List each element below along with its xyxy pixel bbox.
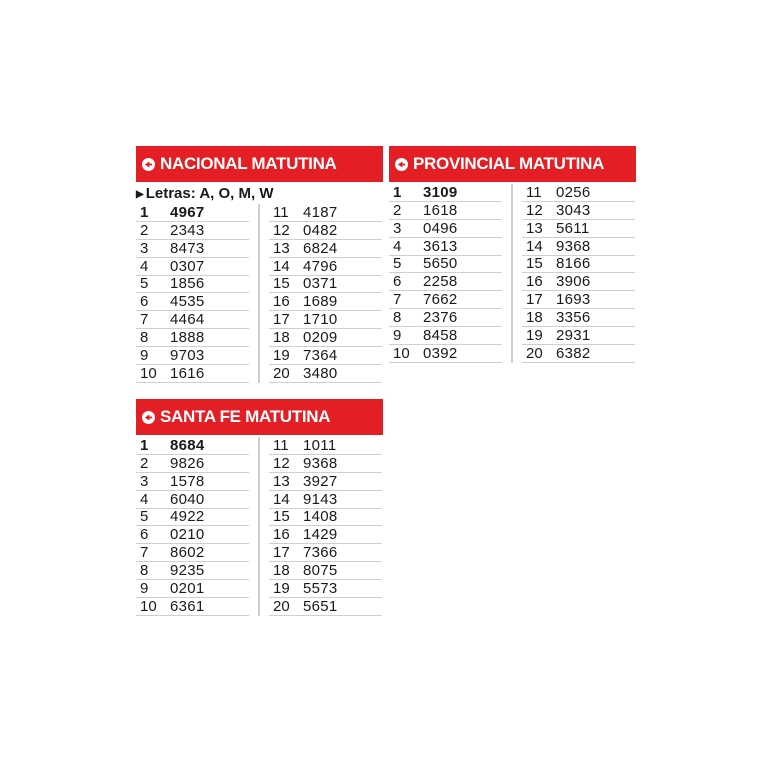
result-position: 20 <box>526 344 543 362</box>
circle-arrow-left-icon <box>142 158 155 171</box>
circle-arrow-left-icon <box>142 411 155 424</box>
result-row <box>269 258 382 276</box>
result-position: 17 <box>273 544 290 562</box>
santafe-panel <box>136 399 383 616</box>
result-position: 7 <box>140 544 149 562</box>
santafe-results <box>136 437 383 616</box>
result-position: 6 <box>140 526 149 544</box>
result-position: 14 <box>273 490 290 508</box>
result-position: 15 <box>273 508 290 526</box>
result-number: 7364 <box>303 347 338 365</box>
result-position: 15 <box>526 255 543 273</box>
result-row <box>522 256 635 274</box>
letters-text: Letras: A, O, M, W <box>145 185 274 202</box>
provincial-panel <box>389 146 636 363</box>
result-position: 14 <box>526 237 543 255</box>
result-number: 6040 <box>170 490 205 508</box>
result-number: 3480 <box>303 364 338 382</box>
result-row <box>136 222 249 240</box>
result-row <box>136 544 249 562</box>
result-number: 1011 <box>303 436 337 454</box>
result-row <box>269 222 382 240</box>
nacional-title: NACIONAL MATUTINA <box>160 154 337 173</box>
result-position: 11 <box>526 183 542 201</box>
result-position: 4 <box>140 490 149 508</box>
result-row <box>136 437 249 455</box>
nacional-right-column <box>269 204 382 383</box>
result-number: 0210 <box>170 526 205 544</box>
result-number: 7366 <box>303 544 338 562</box>
result-number: 9703 <box>170 347 205 365</box>
result-number: 9235 <box>170 562 205 580</box>
result-row <box>269 526 382 544</box>
result-row <box>389 256 502 274</box>
result-position: 9 <box>140 347 149 365</box>
result-number: 5573 <box>303 580 338 598</box>
result-row <box>522 184 635 202</box>
result-row <box>269 509 382 527</box>
result-number: 9368 <box>303 454 338 472</box>
result-number: 0307 <box>170 257 205 275</box>
result-number: 1689 <box>303 293 338 311</box>
result-number: 8458 <box>423 327 458 345</box>
result-position: 6 <box>393 273 402 291</box>
result-number: 4922 <box>170 508 205 526</box>
result-number: 8075 <box>303 562 338 580</box>
result-position: 6 <box>140 293 149 311</box>
result-position: 1 <box>393 183 402 201</box>
result-number: 0256 <box>556 183 591 201</box>
result-position: 11 <box>273 436 289 454</box>
result-row <box>522 220 635 238</box>
result-position: 18 <box>526 309 543 327</box>
result-position: 2 <box>393 201 402 219</box>
result-position: 10 <box>140 597 157 615</box>
result-position: 8 <box>393 309 402 327</box>
result-number: 0496 <box>423 219 458 237</box>
result-number: 0209 <box>303 329 338 347</box>
result-row <box>136 347 249 365</box>
result-number: 2343 <box>170 221 205 239</box>
result-number: 0482 <box>303 221 338 239</box>
result-row <box>136 473 249 491</box>
result-position: 16 <box>273 293 290 311</box>
column-divider <box>511 184 513 363</box>
result-position: 16 <box>526 273 543 291</box>
result-position: 5 <box>140 508 149 526</box>
result-number: 7662 <box>423 291 458 309</box>
nacional-left-column <box>136 204 249 383</box>
result-position: 20 <box>273 597 290 615</box>
circle-arrow-left-icon <box>395 158 408 171</box>
result-position: 19 <box>273 580 290 598</box>
result-number: 4464 <box>170 311 205 329</box>
result-row <box>136 491 249 509</box>
result-row <box>389 345 502 363</box>
result-row <box>269 473 382 491</box>
provincial-header <box>389 146 636 182</box>
result-position: 14 <box>273 257 290 275</box>
result-row <box>389 309 502 327</box>
result-number: 3927 <box>303 472 338 490</box>
result-number: 1888 <box>170 329 205 347</box>
result-position: 13 <box>526 219 543 237</box>
result-row <box>136 580 249 598</box>
result-number: 1578 <box>170 472 205 490</box>
provincial-left-column <box>389 184 502 363</box>
result-number: 8166 <box>556 255 591 273</box>
santafe-header <box>136 399 383 435</box>
result-position: 11 <box>273 203 289 221</box>
result-row <box>136 240 249 258</box>
result-row <box>136 276 249 294</box>
result-row <box>136 258 249 276</box>
result-row <box>136 509 249 527</box>
result-position: 1 <box>140 203 149 221</box>
result-number: 9143 <box>303 490 338 508</box>
result-number: 4967 <box>170 203 205 221</box>
result-row <box>136 365 249 383</box>
provincial-right-column <box>522 184 635 363</box>
result-number: 6824 <box>303 239 338 257</box>
result-row <box>522 309 635 327</box>
santafe-title: SANTA FE MATUTINA <box>160 407 331 426</box>
result-number: 8684 <box>170 436 205 454</box>
result-number: 5651 <box>303 597 338 615</box>
nacional-header <box>136 146 383 182</box>
result-position: 15 <box>273 275 290 293</box>
santafe-left-column <box>136 437 249 616</box>
result-row <box>136 204 249 222</box>
result-row <box>522 327 635 345</box>
triangle-right-icon: ▶ <box>136 189 144 200</box>
result-row <box>522 345 635 363</box>
result-position: 17 <box>273 311 290 329</box>
result-number: 4535 <box>170 293 205 311</box>
result-position: 5 <box>140 275 149 293</box>
result-position: 19 <box>526 327 543 345</box>
result-row <box>269 455 382 473</box>
result-number: 2258 <box>423 273 458 291</box>
provincial-results <box>389 184 636 363</box>
result-row <box>136 526 249 544</box>
result-row <box>389 202 502 220</box>
result-row <box>269 276 382 294</box>
result-position: 4 <box>393 237 402 255</box>
result-position: 3 <box>393 219 402 237</box>
result-row <box>269 347 382 365</box>
provincial-title: PROVINCIAL MATUTINA <box>413 154 605 173</box>
result-number: 6382 <box>556 344 591 362</box>
result-position: 8 <box>140 329 149 347</box>
result-row <box>389 327 502 345</box>
result-row <box>136 598 249 616</box>
result-number: 9826 <box>170 454 205 472</box>
result-position: 8 <box>140 562 149 580</box>
result-number: 3906 <box>556 273 591 291</box>
result-number: 0201 <box>170 580 205 598</box>
result-row <box>269 311 382 329</box>
result-row <box>522 291 635 309</box>
result-row <box>522 202 635 220</box>
result-row <box>389 220 502 238</box>
result-row <box>389 291 502 309</box>
nacional-results <box>136 204 383 383</box>
result-number: 1693 <box>556 291 591 309</box>
result-position: 9 <box>393 327 402 345</box>
result-position: 5 <box>393 255 402 273</box>
result-number: 1618 <box>423 201 458 219</box>
result-number: 1616 <box>170 364 205 382</box>
result-number: 4187 <box>303 203 338 221</box>
result-number: 2376 <box>423 309 458 327</box>
result-row <box>269 491 382 509</box>
result-row <box>269 293 382 311</box>
result-row <box>269 437 382 455</box>
result-number: 8473 <box>170 239 205 257</box>
column-divider <box>258 204 260 383</box>
result-position: 2 <box>140 221 149 239</box>
result-position: 18 <box>273 562 290 580</box>
result-number: 0392 <box>423 344 458 362</box>
result-row <box>136 562 249 580</box>
result-position: 20 <box>273 364 290 382</box>
result-row <box>136 293 249 311</box>
result-number: 1429 <box>303 526 338 544</box>
result-row <box>269 580 382 598</box>
result-number: 0371 <box>303 275 338 293</box>
result-number: 1710 <box>303 311 338 329</box>
result-position: 16 <box>273 526 290 544</box>
result-position: 12 <box>273 221 290 239</box>
nacional-letters <box>136 184 383 204</box>
result-row <box>136 455 249 473</box>
result-row <box>389 238 502 256</box>
result-number: 8602 <box>170 544 205 562</box>
result-position: 12 <box>526 201 543 219</box>
result-number: 6361 <box>170 597 205 615</box>
result-row <box>269 365 382 383</box>
result-position: 2 <box>140 454 149 472</box>
result-row <box>269 562 382 580</box>
result-number: 3043 <box>556 201 591 219</box>
result-position: 19 <box>273 347 290 365</box>
column-divider <box>258 437 260 616</box>
result-position: 13 <box>273 472 290 490</box>
result-number: 5650 <box>423 255 458 273</box>
result-row <box>389 184 502 202</box>
santafe-right-column <box>269 437 382 616</box>
result-position: 10 <box>393 344 410 362</box>
result-position: 1 <box>140 436 149 454</box>
result-position: 9 <box>140 580 149 598</box>
result-number: 3109 <box>423 183 458 201</box>
result-row <box>136 311 249 329</box>
result-number: 3613 <box>423 237 458 255</box>
result-number: 9368 <box>556 237 591 255</box>
result-number: 1856 <box>170 275 205 293</box>
result-row <box>389 273 502 291</box>
result-row <box>522 273 635 291</box>
result-position: 4 <box>140 257 149 275</box>
result-position: 3 <box>140 239 149 257</box>
result-row <box>269 240 382 258</box>
result-number: 1408 <box>303 508 338 526</box>
result-position: 17 <box>526 291 543 309</box>
result-number: 3356 <box>556 309 591 327</box>
nacional-panel <box>136 146 383 383</box>
result-position: 7 <box>140 311 149 329</box>
result-row <box>269 544 382 562</box>
result-position: 12 <box>273 454 290 472</box>
result-row <box>269 329 382 347</box>
result-row <box>269 204 382 222</box>
result-number: 5611 <box>556 219 590 237</box>
result-row <box>136 329 249 347</box>
result-position: 3 <box>140 472 149 490</box>
result-row <box>269 598 382 616</box>
result-number: 4796 <box>303 257 338 275</box>
result-position: 13 <box>273 239 290 257</box>
result-number: 2931 <box>556 327 591 345</box>
result-position: 18 <box>273 329 290 347</box>
result-row <box>522 238 635 256</box>
result-position: 7 <box>393 291 402 309</box>
result-position: 10 <box>140 364 157 382</box>
